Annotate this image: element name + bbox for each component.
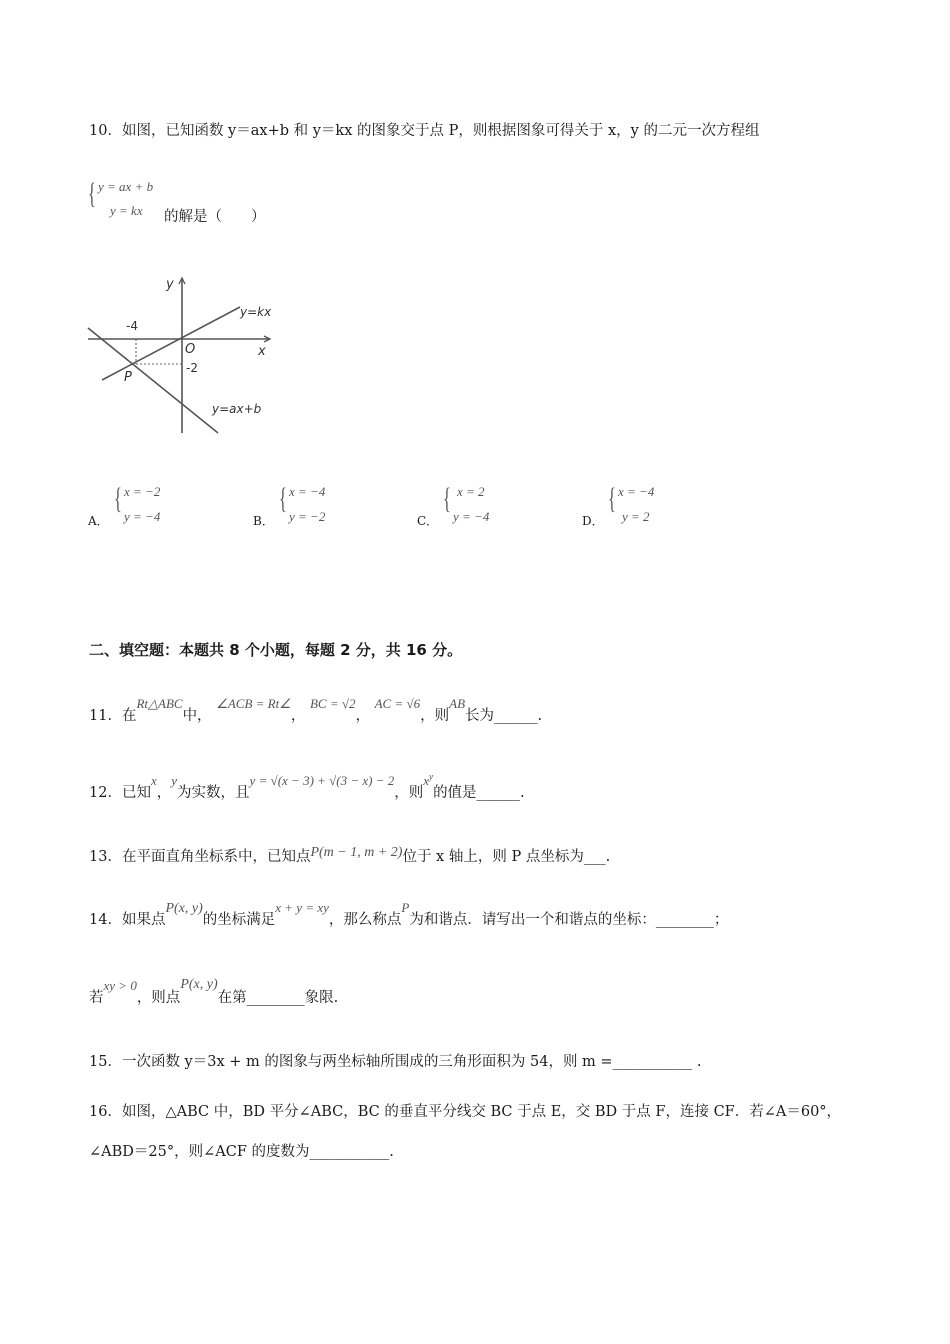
option-d[interactable] xyxy=(582,482,692,532)
q11-math-5: AB xyxy=(449,696,466,711)
q11-math-3: BC = √2 xyxy=(309,696,356,711)
q14-line-2 xyxy=(89,977,339,1007)
system-line-1: y = ax + b xyxy=(98,179,154,194)
option-d-line-1: x = −4 xyxy=(618,484,655,499)
q11-math-4: AC = √6 xyxy=(374,696,421,711)
option-c-line-1: x = 2 xyxy=(457,484,485,499)
option-b-letter: B． xyxy=(253,514,274,528)
q13 xyxy=(89,845,610,866)
q12-math-2: y xyxy=(171,773,178,788)
q13-math-1: P(m − 1, m + 2) xyxy=(310,845,403,860)
q10-ask: 的解是（ ） xyxy=(164,209,266,225)
section-2-heading: 二、填空题：本题共 8 个小题，每题 2 分，共 16 分。 xyxy=(89,641,463,659)
q14-math-2: x + y = xy xyxy=(275,900,329,915)
line-y-ax-b xyxy=(88,328,218,433)
q11-text-5: 长为______. xyxy=(465,708,543,724)
brace-icon: { xyxy=(114,482,122,515)
q10-graph xyxy=(80,270,290,440)
q14-math-3: P xyxy=(401,900,410,915)
point-p-label: P xyxy=(124,370,132,385)
q12 xyxy=(89,771,525,802)
option-c-line-2: y = −4 xyxy=(453,509,490,524)
option-d-line-2: y = 2 xyxy=(622,509,650,524)
q11 xyxy=(89,696,543,725)
q13-number: 13．在平面直角坐标系中，已知点 xyxy=(89,849,311,865)
q12-text-2: 为实数，且 xyxy=(177,785,250,801)
q12-text-4: 的值是______. xyxy=(433,785,525,801)
option-a-letter: A． xyxy=(88,514,109,528)
q11-math-2: ∠ACB = Rt∠ xyxy=(216,696,291,711)
line-kx-label: y=kx xyxy=(240,305,272,319)
option-a-line-1: x = −2 xyxy=(124,484,161,499)
q13-text-1: 位于 x 轴上，则 P 点坐标为___. xyxy=(402,849,611,865)
option-a-line-2: y = −4 xyxy=(124,509,161,524)
q14-line-2-math-2: P(x, y) xyxy=(180,977,218,992)
q15: 15．一次函数 y＝3x + m 的图象与两坐标轴所围成的三角形面积为 54，则 m =___________ . xyxy=(89,1054,702,1070)
q11-math-1: Rt△ABC xyxy=(136,696,183,711)
origin-label: O xyxy=(185,342,196,357)
q16-line-1: 16．如图，△ABC 中，BD 平分∠ABC，BC 的垂直平分线交 BC 于点 E，交 BD 于点 F，连接 CF．若∠A＝60°， xyxy=(89,1104,842,1120)
brace-icon: { xyxy=(608,482,616,515)
q12-text-1: ， xyxy=(156,785,172,801)
option-b[interactable] xyxy=(253,482,363,532)
option-b-line-2: y = −2 xyxy=(289,509,326,524)
q14-line-2-text-1: ，则点 xyxy=(136,990,181,1006)
q14-math-1: P(x, y) xyxy=(165,901,203,916)
q12-text-3: ，则 xyxy=(394,785,424,801)
option-c[interactable] xyxy=(417,482,527,532)
line-y-kx xyxy=(102,307,240,380)
system-line-2: y = kx xyxy=(110,203,143,218)
q14-text-3: 为和谐点．请写出一个和谐点的坐标：________； xyxy=(409,912,729,928)
y-axis-label: y xyxy=(166,277,174,292)
q11-text-4: ，则 xyxy=(420,708,450,724)
q12-math-1: x xyxy=(150,773,157,788)
brace-icon: { xyxy=(279,482,287,515)
brace-icon: { xyxy=(88,177,96,210)
q14-line-2-text-2: 在第________象限. xyxy=(217,990,339,1006)
x-axis-label: x xyxy=(258,344,266,359)
q12-number: 12．已知 xyxy=(89,785,151,801)
q11-number: 11．在 xyxy=(89,708,137,724)
q14-line-2-math-1: xy > 0 xyxy=(103,978,137,993)
q11-text-2: ， xyxy=(290,708,306,724)
line-axb-label: y=ax+b xyxy=(212,402,262,416)
q16-line-2: ∠ABD＝25°，则∠ACF 的度数为___________. xyxy=(89,1144,394,1160)
q12-math-4-base: x xyxy=(423,773,430,788)
q11-text-3: ， xyxy=(355,708,370,724)
option-c-letter: C． xyxy=(417,514,439,528)
q11-text-1: 中， xyxy=(182,708,212,724)
q12-math-4 xyxy=(423,773,433,788)
option-b-line-1: x = −4 xyxy=(289,484,326,499)
y-tick-label: -2 xyxy=(186,361,198,375)
option-d-letter: D． xyxy=(582,514,604,528)
q14-line-2-text-0: 若 xyxy=(89,990,104,1006)
q14-line-1 xyxy=(89,900,729,929)
option-a[interactable] xyxy=(88,482,198,532)
q14-text-1: 的坐标满足 xyxy=(202,912,276,928)
q12-math-3: y = √(x − 3) + √(3 − x) − 2 xyxy=(249,773,395,788)
q14-number: 14．如果点 xyxy=(89,912,166,928)
brace-icon: { xyxy=(443,482,451,515)
x-tick-label: -4 xyxy=(126,319,138,333)
q14-text-2: ，那么称点 xyxy=(328,912,402,928)
q10-stem: 10．如图，已知函数 y＝ax+b 和 y＝kx 的图象交于点 P，则根据图象可得关于 x，y 的二元一次方程组 xyxy=(89,123,760,139)
q12-math-4-sup: y xyxy=(429,771,434,782)
